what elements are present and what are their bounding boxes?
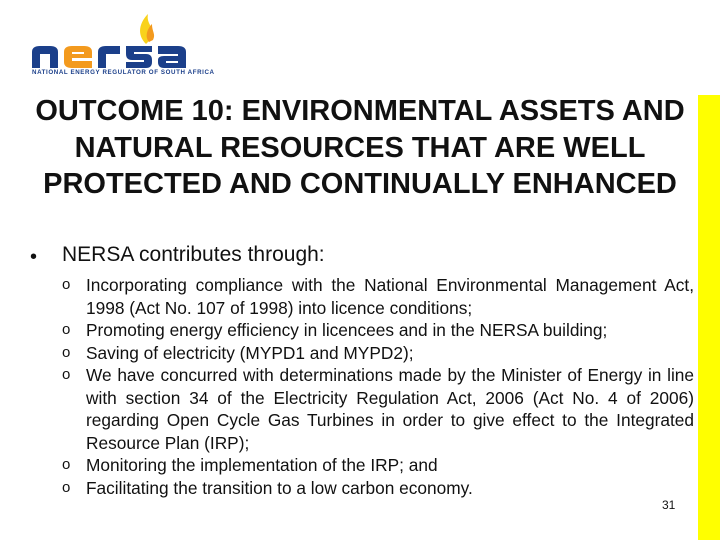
sub-bullet-list [62, 274, 694, 499]
list-item-text: We have concurred with determinations made by the Minister of Energy in line with section 34 of the Electricity Regulation Act, 2006 (Act No. 4 of 2006) regarding Open Cycle Gas Turbines in order to give effect to the Integrated Resource Plan (IRP); [86, 365, 694, 453]
sub-bullet-marker: o [62, 456, 71, 473]
sub-bullet-marker: o [62, 366, 71, 383]
list-item-text: Promoting energy efficiency in licencees and in the NERSA building; [86, 320, 608, 340]
main-bullet: • [30, 246, 38, 268]
list-item-text: Facilitating the transition to a low carbon economy. [86, 477, 473, 498]
intro-text: NERSA contributes through: [62, 243, 325, 266]
list-item-text: Monitoring the implementation of the IRP; and [86, 455, 438, 475]
sub-bullet-marker: o [62, 478, 71, 496]
sub-bullet-marker: o [62, 276, 71, 293]
list-item-text: Incorporating compliance with the National Environmental Management Act, 1998 (Act No. 107 of 1998) into licence conditions; [86, 275, 694, 318]
list-item [62, 274, 694, 319]
list-item [62, 477, 694, 500]
logo-subtitle: NATIONAL ENERGY REGULATOR OF SOUTH AFRICA [32, 69, 215, 76]
accent-band [698, 95, 720, 540]
sub-bullet-marker: o [62, 343, 71, 361]
list-item [62, 364, 694, 454]
slide-title: OUTCOME 10: ENVIRONMENTAL ASSETS AND NATURAL RESOURCES THAT ARE WELL PROTECTED AND CONTINUALLY ENHANCED [35, 95, 685, 200]
list-item [62, 454, 694, 477]
nersa-logo [28, 12, 218, 82]
page-number: 31 [662, 498, 676, 512]
list-item [62, 319, 694, 342]
sub-bullet-marker: o [62, 321, 71, 338]
nersa-logo-mark [28, 12, 218, 70]
list-item-text: Saving of electricity (MYPD1 and MYPD2); [86, 342, 414, 363]
list-item [62, 342, 694, 365]
